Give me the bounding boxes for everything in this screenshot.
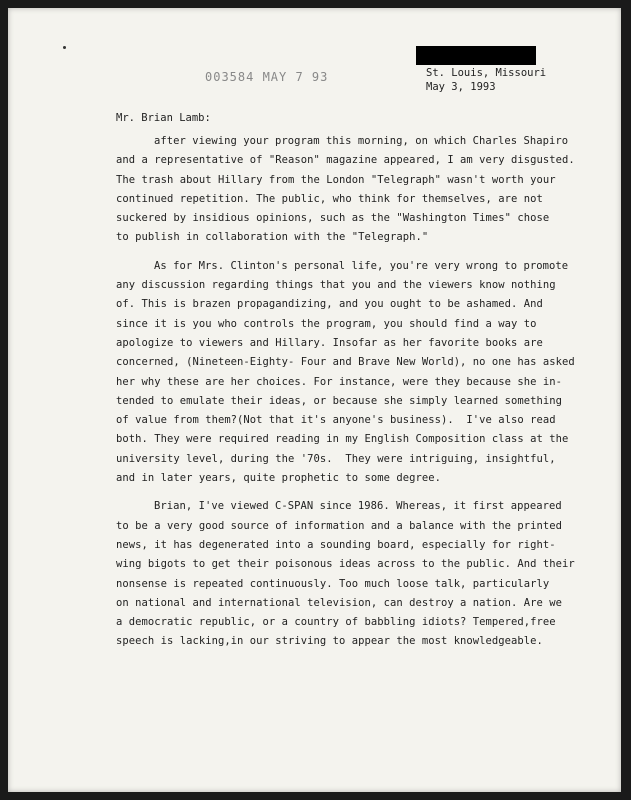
paragraph — [116, 257, 575, 489]
text-line: her why these are her choices. For instance, were they because she in- — [116, 375, 563, 388]
receipt-stamp: 003584 MAY 7 93 — [205, 70, 329, 84]
text-line: concerned, (Nineteen-Eighty- Four and Brave New World), no one has asked — [116, 356, 575, 369]
letter-location-date — [426, 66, 546, 94]
letter-body — [116, 132, 575, 652]
text-line: of. This is brazen propagandizing, and you ought to be ashamed. And — [116, 298, 543, 311]
text-line: of value from them?(Not that it's anyone's business). I've also read — [116, 414, 556, 427]
text-line: since it is you who controls the program, you should find a way to — [116, 317, 537, 330]
text-line: after viewing your program this morning, on which Charles Shapiro — [154, 135, 569, 147]
margin-mark — [63, 46, 66, 49]
text-line: and in later years, quite prophetic to some degree. — [116, 472, 441, 485]
text-line: continued repetition. The public, who think for themselves, are not — [116, 192, 543, 205]
text-line: wing bigots to get their poisonous ideas across to the public. And their — [116, 558, 575, 571]
text-line: tended to emulate their ideas, or because she simply learned something — [116, 394, 563, 407]
paragraph-gap — [116, 248, 556, 257]
text-line: to publish in collaboration with the "Telegraph." — [116, 231, 429, 244]
text-line: speech is lacking,in our striving to appear the most knowledgeable. — [116, 635, 543, 648]
paragraph — [116, 132, 575, 248]
text-line: on national and international television, can destroy a nation. Are we — [116, 596, 563, 609]
salutation: Mr. Brian Lamb: — [116, 112, 211, 124]
text-line: any discussion regarding things that you and the viewers know nothing — [116, 279, 556, 292]
text-line: a democratic republic, or a country of babbling idiots? Tempered,free — [116, 616, 556, 629]
text-line: and a representative of "Reason" magazine appeared, I am very disgusted. — [116, 154, 575, 167]
text-line: As for Mrs. Clinton's personal life, you're very wrong to promote — [154, 259, 569, 272]
paragraph — [116, 497, 575, 651]
text-line: both. They were required reading in my English Composition class at the — [116, 433, 569, 446]
text-line: suckered by insidious opinions, such as the "Washington Times" chose — [116, 212, 550, 225]
text-line: news, it has degenerated into a sounding board, especially for right- — [116, 538, 556, 551]
text-line: university level, during the '70s. They were intriguing, insightful, — [116, 452, 556, 465]
text-line: apologize to viewers and Hillary. Insofar as her favorite books are — [116, 336, 543, 349]
paragraph-gap — [116, 488, 556, 497]
text-line: The trash about Hillary from the London "Telegraph" wasn't worth your — [116, 173, 556, 186]
redaction-bar — [416, 46, 536, 65]
letter-date: May 3, 1993 — [426, 81, 496, 93]
letter-page — [8, 8, 621, 792]
text-line: Brian, I've viewed C-SPAN since 1986. Whereas, it first appeared — [154, 500, 562, 513]
letter-city: St. Louis, Missouri — [426, 67, 547, 79]
text-line: to be a very good source of information and a balance with the printed — [116, 519, 563, 532]
text-line: nonsense is repeated continuously. Too much loose talk, particularly — [116, 577, 550, 590]
